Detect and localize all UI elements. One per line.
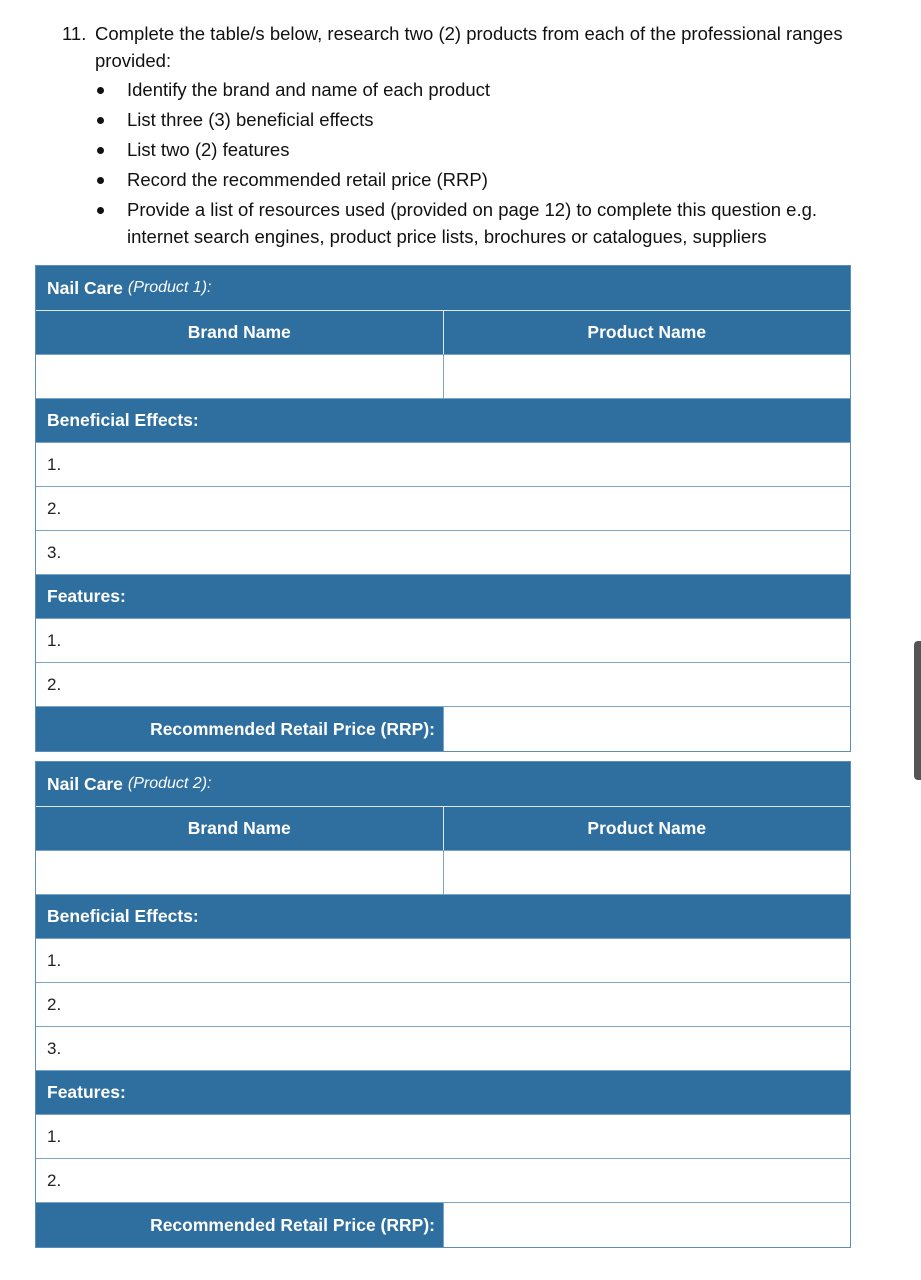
column-header-row	[36, 807, 850, 851]
brand-name-header: Brand Name	[187, 322, 291, 342]
row-number: 1.	[47, 1126, 62, 1146]
row-number: 3.	[47, 1038, 62, 1058]
instruction-item: Provide a list of resources used (provided on page 12) to complete this question e.g. internet search engines, product price lists, brochures or catalogues, suppliers	[95, 196, 862, 250]
product-label: (Product 1):	[127, 279, 212, 296]
instruction-item: Record the recommended retail price (RRP)	[95, 166, 862, 193]
feature-row[interactable]	[36, 1115, 850, 1159]
category-label: Nail Care	[47, 773, 123, 794]
scrollbar-thumb[interactable]	[914, 641, 921, 780]
product-name-field[interactable]	[443, 355, 851, 398]
brand-name-field[interactable]	[36, 355, 443, 398]
row-number: 1.	[47, 454, 62, 474]
rrp-field[interactable]	[443, 1203, 850, 1247]
brand-name-field[interactable]	[36, 851, 443, 894]
features-header: Features:	[36, 1071, 850, 1115]
product-name-header: Product Name	[443, 807, 851, 850]
feature-row[interactable]	[36, 619, 850, 663]
product-name-header: Product Name	[443, 311, 851, 354]
instruction-item: List three (3) beneficial effects	[95, 106, 862, 133]
product-label: (Product 2):	[127, 775, 212, 792]
features-header: Features:	[36, 575, 850, 619]
product-name-field[interactable]	[443, 851, 851, 894]
brand-name-header: Brand Name	[187, 818, 291, 838]
rrp-label: Recommended Retail Price (RRP):	[36, 707, 443, 751]
question-block	[62, 20, 862, 253]
beneficial-effect-row[interactable]	[36, 487, 850, 531]
beneficial-effect-row[interactable]	[36, 939, 850, 983]
beneficial-effect-row[interactable]	[36, 443, 850, 487]
row-number: 1.	[47, 630, 62, 650]
row-number: 1.	[47, 950, 62, 970]
column-header-row	[36, 311, 850, 355]
rrp-row	[36, 707, 850, 751]
row-number: 2.	[47, 674, 62, 694]
instruction-item: List two (2) features	[95, 136, 862, 163]
beneficial-effects-header: Beneficial Effects:	[36, 895, 850, 939]
question-line	[62, 20, 862, 74]
feature-row[interactable]	[36, 1159, 850, 1203]
table-title	[36, 266, 850, 311]
rrp-row	[36, 1203, 850, 1247]
table-title	[36, 762, 850, 807]
row-number: 2.	[47, 498, 62, 518]
name-entry-row	[36, 355, 850, 399]
question-number: 11.	[62, 23, 87, 44]
beneficial-effect-row[interactable]	[36, 531, 850, 575]
rrp-label: Recommended Retail Price (RRP):	[36, 1203, 443, 1247]
row-number: 2.	[47, 1170, 62, 1190]
feature-row[interactable]	[36, 663, 850, 707]
instruction-item: Identify the brand and name of each product	[95, 76, 862, 103]
beneficial-effect-row[interactable]	[36, 983, 850, 1027]
product-table-2	[35, 761, 851, 1248]
row-number: 3.	[47, 542, 62, 562]
rrp-field[interactable]	[443, 707, 850, 751]
row-number: 2.	[47, 994, 62, 1014]
product-table-1	[35, 265, 851, 752]
category-label: Nail Care	[47, 277, 123, 298]
question-text: Complete the table/s below, research two (2) products from each of the professional ranges provided:	[95, 23, 843, 71]
beneficial-effects-header: Beneficial Effects:	[36, 399, 850, 443]
instruction-list	[62, 76, 862, 250]
name-entry-row	[36, 851, 850, 895]
beneficial-effect-row[interactable]	[36, 1027, 850, 1071]
